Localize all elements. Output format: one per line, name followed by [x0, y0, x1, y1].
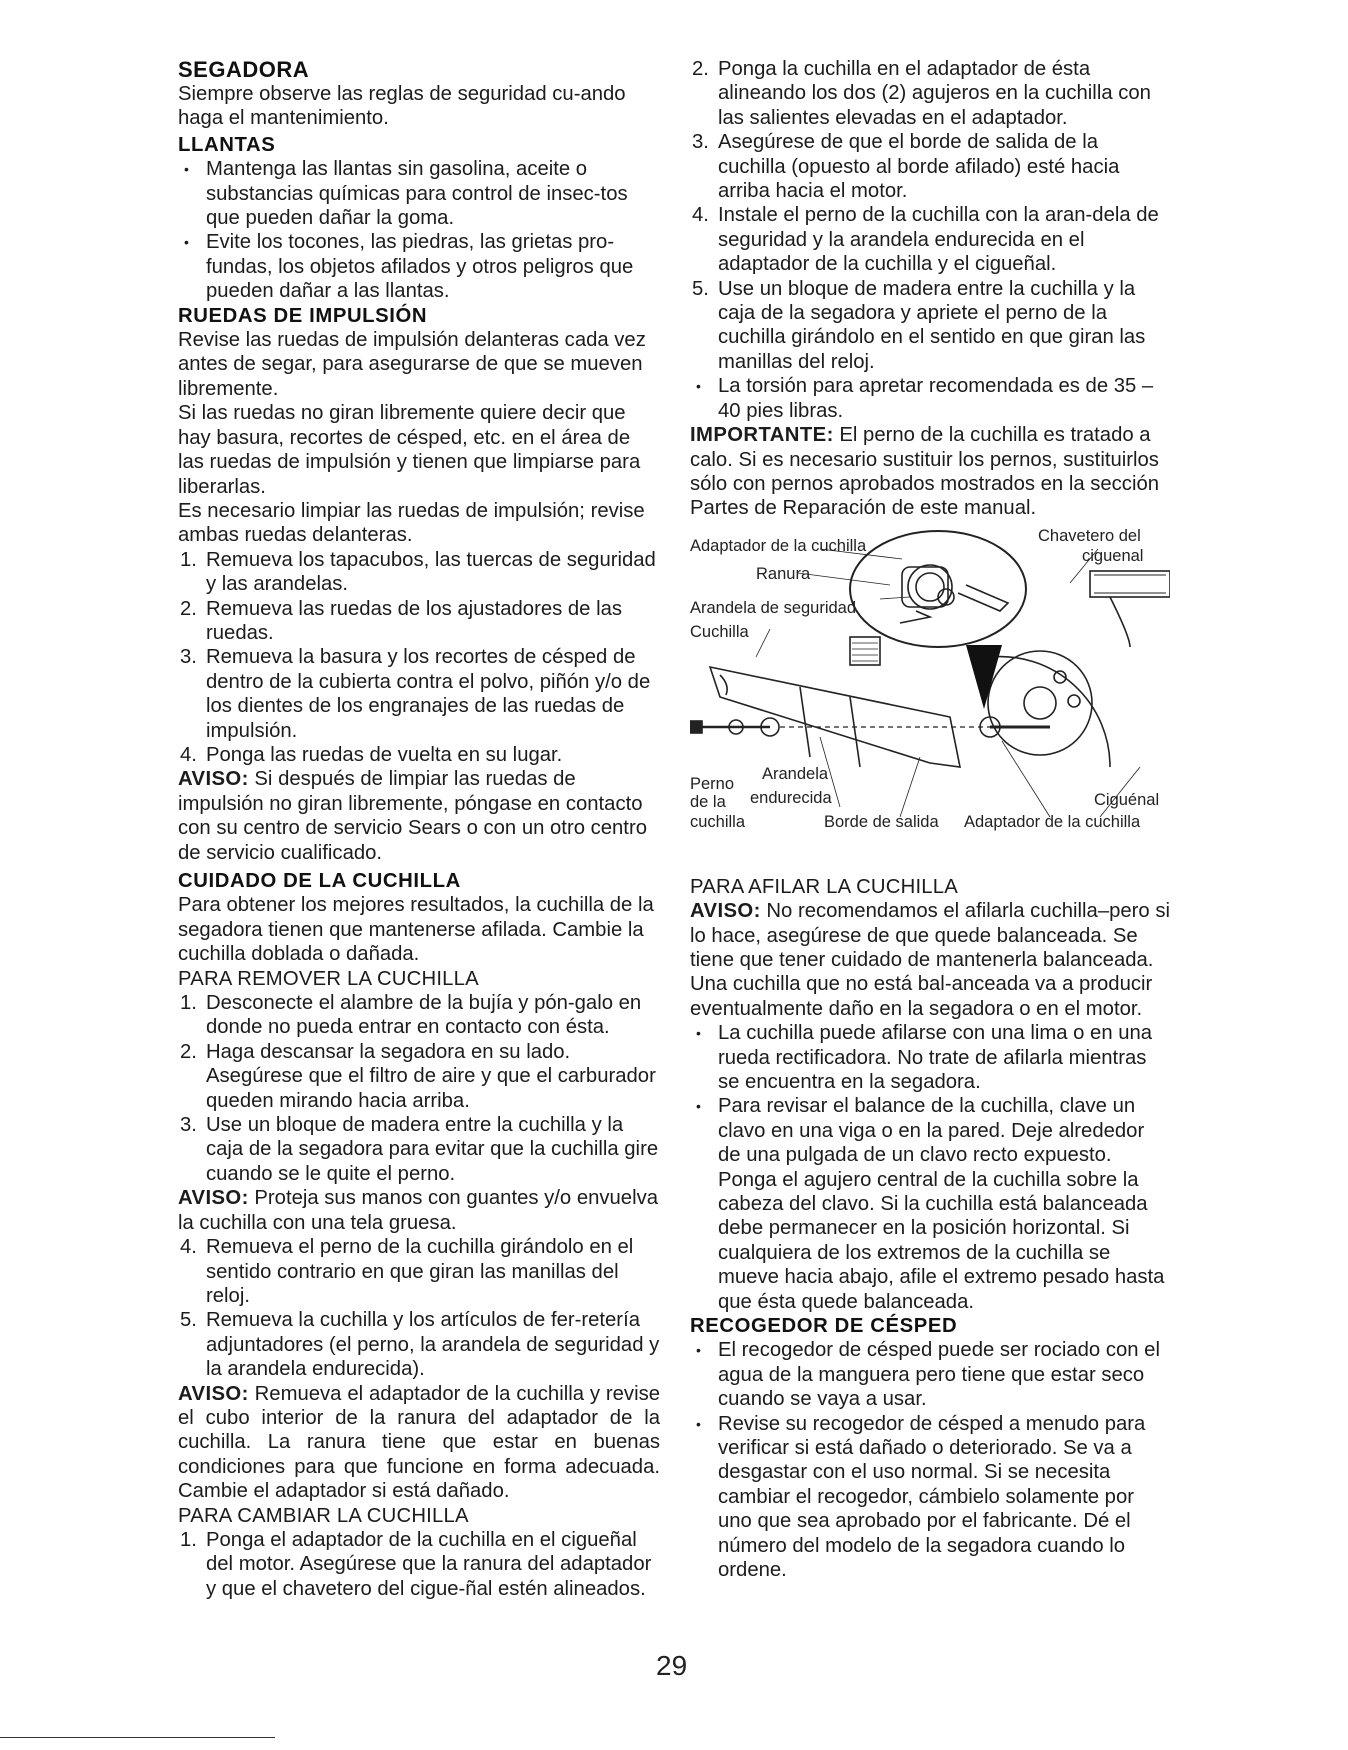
- intro-paragraph: Siempre observe las reglas de seguridad cu-ando haga el mantenimiento.: [178, 83, 626, 130]
- list-item: 2. Remueva las ruedas de los ajustadores de las ruedas.: [180, 597, 623, 644]
- cuidado-paragraph: Para obtener los mejores resultados, la cuchilla de la segadora tienen que mantenerse afilada. Cambie la cuchilla doblada o dañada.: [178, 894, 654, 966]
- afilar-list: [690, 1021, 1170, 1314]
- list-item: 1. Desconecte el alambre de la bujía y pón-galo en donde no pueda entrar en contacto con ésta.: [180, 992, 642, 1039]
- label-arandela: Arandela: [762, 764, 829, 783]
- list-item: • Evite los tocones, las piedras, las grietas pro-fundas, los objetos afilados y otros peligros que pueden dañar a las llantas.: [178, 230, 660, 303]
- heading-recogedor: RECOGEDOR DE CÉSPED: [690, 1315, 958, 1338]
- llantas-list: [178, 157, 660, 303]
- label-ciguenal: ciguenal: [1082, 546, 1144, 565]
- list-item: • Revise su recogedor de césped a menudo para verificar si está dañado o deteriorado. Se va a desgastar con el uso normal. Si se necesita cambiar el recogedor, cámbielo solamente por uno que sea aprobado por el fabricante. Dé el número del modelo de la segadora cuando lo ordene.: [690, 1412, 1170, 1583]
- aviso-paragraph: AVISO: Si después de limpiar las ruedas de impulsión no giran libremente, póngase en contacto con su centro de servicio Sears o con un otro centro de servicio cualificado.: [178, 768, 647, 864]
- list-item: • El recogedor de césped puede ser rociado con el agua de la manguera pero tiene que estar seco cuando se vaya a usar.: [690, 1338, 1170, 1411]
- label-adaptador-bottom: Adaptador de la cuchilla: [964, 812, 1141, 831]
- label-de-la: de la: [690, 792, 726, 811]
- label-endurecida: endurecida: [750, 788, 832, 807]
- heading-cuidado: CUIDADO DE LA CUCHILLA: [178, 870, 461, 892]
- label-cuchilla: Cuchilla: [690, 622, 749, 641]
- list-item: 4. Ponga las ruedas de vuelta en su lugar.: [180, 743, 563, 766]
- list-item: 3. Asegúrese de que el borde de salida de la cuchilla (opuesto al borde afilado) esté hacia arriba hacia el motor.: [692, 131, 1120, 203]
- footer-rule: [0, 1737, 275, 1738]
- label-perno: Perno: [690, 774, 735, 793]
- list-item: • La cuchilla puede afilarse con una lima o en una rueda rectificadora. No trate de afilarla mientras se encuentra en la segadora.: [690, 1021, 1170, 1094]
- list-item: 2. Haga descansar la segadora en su lado. Asegúrese que el filtro de aire y que el carburador queden mirando hacia arriba.: [180, 1040, 656, 1112]
- label-adaptador-top: Adaptador de la cuchilla: [690, 536, 867, 555]
- list-item: 1. Ponga el adaptador de la cuchilla en el cigueñal del motor. Asegúrese que la ranura del adaptador y que el chavetero del cigue-ñal estén alineados.: [180, 1528, 652, 1600]
- remover-steps-a: [178, 991, 660, 1186]
- heading-cambiar: PARA CAMBIAR LA CUCHILLA: [178, 1504, 469, 1527]
- label-borde-salida: Borde de salida: [824, 812, 939, 831]
- heading-afilar: PARA AFILAR LA CUCHILLA: [690, 875, 958, 898]
- aviso-afilar: AVISO: No recomendamos el afilarla cuchilla–pero si lo hace, asegúrese de que quede balanceada. Se tiene que tener cuidado de mantenerla balanceada. Una cuchilla que no está bal-anceada va a producir eventualmente daño en la segadora o en el motor.: [690, 900, 1170, 1020]
- list-item: 5. Use un bloque de madera entre la cuchilla y la caja de la segadora y apriete el perno de la cuchilla girándolo en el sentido en que giran las manillas del reloj.: [692, 277, 1146, 373]
- ruedas-paragraph-3: Es necesario limpiar las ruedas de impulsión; revise ambas ruedas delanteras.: [178, 499, 645, 547]
- list-item: • La torsión para apretar recomendada es de 35 – 40 pies libras.: [690, 374, 1170, 423]
- aviso-adaptador: AVISO: Remueva el adaptador de la cuchilla y revise el cubo interior de la ranura del adaptador de la cuchilla. La ranura tiene que estar en buenas condiciones para que funcione en forma adecuada. Cambie el adaptador si está dañado.: [178, 1382, 660, 1503]
- list-item: 3. Use un bloque de madera entre la cuchilla y la caja de la segadora para evitar que la cuchilla gire cuando se le quite el perno.: [180, 1114, 659, 1185]
- section-title-segadora: SEGADORA: [178, 57, 310, 82]
- label-ranura: Ranura: [756, 564, 811, 583]
- list-item: 4. Remueva el perno de la cuchilla girándolo en el sentido contrario en que giran las manillas del reloj.: [180, 1236, 634, 1307]
- list-item: 3. Remueva la basura y los recortes de césped de dentro de la cubierta contra el polvo, piñón y/o de los dientes de los engranajes de las ruedas de impulsión.: [180, 646, 651, 742]
- importante-paragraph: IMPORTANTE: El perno de la cuchilla es tratado a calo. Si es necesario sustituir los pernos, sustituirlos sólo con pernos aprobados mostrados en la sección Partes de Reparación de este manual.: [690, 424, 1160, 520]
- remover-steps-b: [178, 1235, 660, 1381]
- label-ciguenal-bottom: Ciguénal: [1094, 790, 1160, 809]
- list-item: 2. Ponga la cuchilla en el adaptador de ésta alineando los dos (2) agujeros en la cuchilla con las salientes elevadas en el adaptador.: [692, 58, 1151, 129]
- label-chavetero: Chavetero del: [1038, 526, 1141, 545]
- cambiar-steps-continued: [690, 57, 1170, 374]
- ruedas-paragraph-2: Si las ruedas no giran libremente quiere decir que hay basura, recortes de césped, etc. en el área de las ruedas de impulsión y tienen que limpiarse para liberarlas.: [178, 402, 641, 498]
- heading-remover: PARA REMOVER LA CUCHILLA: [178, 967, 479, 990]
- left-column: [178, 57, 660, 1601]
- list-item: 4. Instale el perno de la cuchilla con la aran-dela de seguridad y la arandela endurecida en el adaptador de la cuchilla y el cigueñal.: [692, 204, 1159, 276]
- torsion-list: [690, 374, 1170, 423]
- right-column: [690, 57, 1170, 1583]
- list-item: • Para revisar el balance de la cuchilla, clave un clavo en una viga o en la pared. Deje alrededor de una pulgada de un clavo recto expuesto. Ponga el agujero central de la cuchilla sobre la cabeza del clavo. Si la cuchilla está balanceada debe permanecer en la posición horizontal. Si cualquiera de los extremos de la cuchilla se mueve hacia abajo, afile el extremo pesado hasta que ésta quede balanceada.: [690, 1094, 1170, 1314]
- page-number: 29: [656, 1650, 688, 1681]
- recogedor-list: [690, 1338, 1170, 1582]
- cambiar-step-1: [178, 1528, 660, 1601]
- list-item: 5. Remueva la cuchilla y los artículos de fer-retería adjuntadores (el perno, la arandela de seguridad y la arandela endurecida).: [180, 1309, 660, 1381]
- heading-llantas: LLANTAS: [178, 133, 276, 156]
- ruedas-steps: [178, 548, 660, 768]
- blade-assembly-diagram: [690, 527, 1170, 867]
- aviso-guantes: AVISO: Proteja sus manos con guantes y/o envuelva la cuchilla con una tela gruesa.: [178, 1187, 659, 1234]
- list-item: 1. Remueva los tapacubos, las tuercas de seguridad y las arandelas.: [180, 548, 656, 596]
- list-item: • Mantenga las llantas sin gasolina, aceite o substancias químicas para control de insec-tos que pueden dañar la goma.: [178, 157, 660, 230]
- label-cuchilla-perno: cuchilla: [690, 812, 746, 831]
- label-arandela-seguridad: Arandela de seguridad: [690, 598, 857, 617]
- ruedas-paragraph-1: Revise las ruedas de impulsión delanteras cada vez antes de segar, para asegurarse de que se mueven libremente.: [178, 329, 646, 400]
- heading-ruedas: RUEDAS DE IMPULSIÓN: [178, 304, 428, 327]
